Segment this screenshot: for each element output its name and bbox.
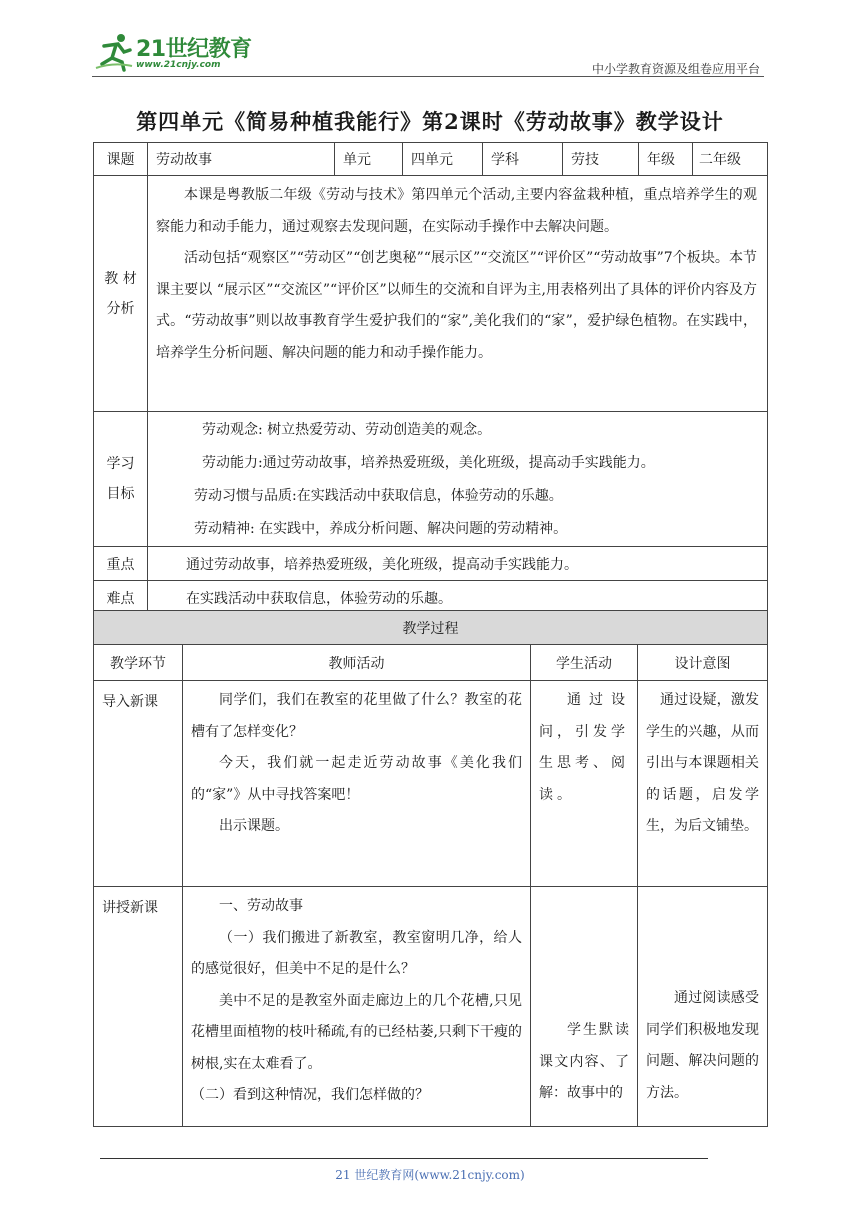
- runner-logo-icon: [94, 32, 134, 72]
- footer-link[interactable]: 21 世纪教育网(www.21cnjy.com): [335, 1168, 525, 1182]
- analysis-label: 教 材 分析: [94, 176, 148, 412]
- goal-item: 劳动精神: 在实践中，养成分析问题、解决问题的劳动精神。: [194, 521, 568, 537]
- goal-item: 劳动习惯与品质:在实践活动中获取信息，体验劳动的乐趣。: [194, 488, 563, 504]
- goal-item: 劳动观念: 树立热爱劳动、劳动创造美的观念。: [202, 422, 492, 438]
- analysis-paragraph: 活动包括“观察区”“劳动区”“创艺奥秘”“展示区”“交流区”“评价区”“劳动故事”7个板块。本节课主要以 “展示区”“交流区”“评价区”以师生的交流和自评为主,用表格列出了具体的评价内容及方式。“劳动故事”则以故事教育学生爱护我们的“家”,美化我们的“家”，爱护绿色植物。在实践中，培养学生分析问题、解决问题的能力和动手操作能力。: [156, 250, 757, 361]
- unit-value: 四单元: [403, 143, 483, 176]
- logo: [92, 28, 262, 74]
- page-header: [92, 22, 764, 78]
- subject-label: 学科: [483, 143, 563, 176]
- page-title: 第四单元《简易种植我能行》第2课时《劳动故事》教学设计: [136, 109, 724, 134]
- teacher-paragraph: 同学们，我们在教室的花里做了什么？教室的花槽有了怎样变化？: [191, 692, 522, 740]
- col-intent-header: 设计意图: [638, 645, 768, 681]
- teacher-cell: [183, 681, 531, 887]
- grade-label: 年级: [639, 143, 693, 176]
- col-stage-header: 教学环节: [94, 645, 183, 681]
- teacher-cell: [183, 887, 531, 1127]
- student-text: 通过设问，引发学生思考、阅读。: [539, 692, 629, 803]
- col-teacher-header: 教师活动: [183, 645, 531, 681]
- goal-item: 劳动能力:通过劳动故事，培养热爱班级，美化班级，提高动手实践能力。: [202, 455, 655, 471]
- process-table: [93, 610, 768, 1127]
- intent-cell: [638, 681, 768, 887]
- difficulty-content: 在实践活动中获取信息，体验劳动的乐趣。: [148, 581, 768, 615]
- intent-text: 通过设疑，激发学生的兴趣，从而引出与本课题相关的话题，启发学生，为后文铺垫。: [646, 692, 759, 834]
- grade-value: 二年级: [693, 143, 768, 176]
- intent-text: 通过阅读感受同学们积极地发现问题、解决问题的方法。: [646, 990, 759, 1101]
- stage-cell: 讲授新课: [94, 887, 183, 1127]
- platform-name: 中小学教育资源及组卷应用平台: [591, 62, 760, 76]
- subject-value: 劳技: [563, 143, 639, 176]
- stage-cell: 导入新课: [94, 681, 183, 887]
- difficulty-label: 难点: [94, 581, 148, 615]
- process-title: 教学过程: [94, 611, 768, 645]
- goals-label: 学习 目标: [94, 412, 148, 547]
- student-cell: [531, 887, 638, 1127]
- key-label: 重点: [94, 547, 148, 581]
- topic-value: 劳动故事: [148, 143, 335, 176]
- teacher-paragraph: 一、劳动故事: [219, 898, 303, 914]
- teacher-paragraph: 出示课题。: [219, 818, 289, 834]
- teacher-paragraph: 美中不足的是教室外面走廊边上的几个花槽,只见花槽里面植物的枝叶稀疏,有的已经枯萎,只剩下干瘦的树根,实在太难看了。: [191, 992, 522, 1072]
- student-text: 学生默读课文内容、了解：故事中的: [539, 1022, 629, 1101]
- analysis-content: [148, 176, 768, 412]
- teacher-paragraph: （一）我们搬进了新教室，教室窗明几净，给人的感觉很好，但美中不足的是什么？: [191, 929, 522, 977]
- teacher-paragraph: 今天，我们就一起走近劳动故事《美化我们的“家”》从中寻找答案吧！: [191, 755, 522, 803]
- goals-content: [148, 412, 768, 547]
- table-row: [94, 887, 768, 1127]
- analysis-paragraph: 本课是粤教版二年级《劳动与技术》第四单元个活动,主要内容盆栽种植，重点培养学生的观察能力和动手能力，通过观察去发现问题，在实际动手操作中去解决问题。: [156, 187, 757, 235]
- student-cell: [531, 681, 638, 887]
- unit-label: 单元: [335, 143, 403, 176]
- header-divider: [92, 76, 764, 77]
- table-row: [94, 681, 768, 887]
- teacher-paragraph: （二）看到这种情况，我们怎样做的？: [191, 1087, 429, 1103]
- key-content: 通过劳动故事，培养热爱班级，美化班级，提高动手实践能力。: [148, 547, 768, 581]
- logo-title: 21世纪教育: [136, 37, 252, 62]
- topic-label: 课题: [94, 143, 148, 176]
- logo-url: www.21cnjy.com: [136, 60, 221, 70]
- intent-cell: [638, 887, 768, 1127]
- overview-table: [93, 142, 768, 615]
- footer-divider: [100, 1158, 708, 1159]
- col-student-header: 学生活动: [531, 645, 638, 681]
